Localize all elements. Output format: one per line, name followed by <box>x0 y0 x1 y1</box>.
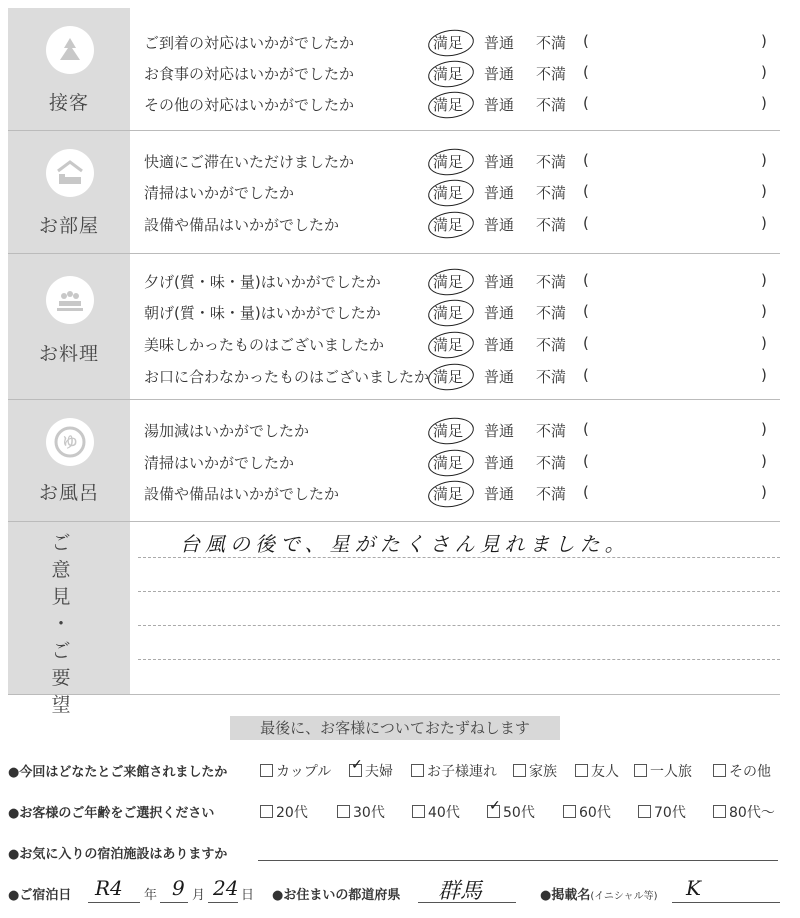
section-bath <box>8 400 780 522</box>
paren-close: ) <box>761 334 767 352</box>
month-unit: 月 <box>192 888 206 903</box>
option-bad[interactable]: 不満 <box>536 422 567 440</box>
q2-label: ●お客様のご年齢をご選択ください <box>8 806 215 821</box>
option-normal[interactable]: 普通 <box>484 273 515 291</box>
option-bad[interactable]: 不満 <box>536 96 567 114</box>
pref-line <box>418 902 516 903</box>
option-good[interactable]: 満足 <box>433 368 464 386</box>
section-name: 接客 <box>48 92 89 114</box>
stay-month[interactable]: 9 <box>172 876 185 900</box>
checkbox[interactable] <box>411 764 424 777</box>
dashed-line <box>138 659 780 660</box>
section-sidebar <box>8 254 130 399</box>
paren-close: ) <box>761 32 767 50</box>
question-text: 快適にご滞在いただけましたか <box>144 153 355 171</box>
option-normal[interactable]: 普通 <box>484 184 515 202</box>
year-unit: 年 <box>144 888 158 903</box>
paren-close: ) <box>761 366 767 384</box>
checkbox-checked[interactable]: ✓ <box>487 805 500 818</box>
section-name: お風呂 <box>38 482 99 504</box>
option-good[interactable]: 満足 <box>433 336 464 354</box>
opinion-char: ご <box>51 640 71 662</box>
paren-close: ) <box>761 151 767 169</box>
option-normal[interactable]: 普通 <box>484 216 515 234</box>
option-bad[interactable]: 不満 <box>536 273 567 291</box>
q1-option[interactable]: 家族 <box>513 761 557 781</box>
question-text: 設備や備品はいかがでしたか <box>144 485 340 503</box>
checkbox[interactable] <box>260 764 273 777</box>
meal-icon <box>46 276 94 324</box>
stay-era[interactable]: R4 <box>95 876 123 900</box>
option-normal[interactable]: 普通 <box>484 336 515 354</box>
checkbox[interactable] <box>575 764 588 777</box>
option-good[interactable]: 満足 <box>433 422 464 440</box>
option-normal[interactable]: 普通 <box>484 34 515 52</box>
question-text: お食事の対応はいかがでしたか <box>144 65 355 83</box>
checkbox-checked[interactable]: ✓ <box>349 764 362 777</box>
paren-open: ( <box>583 271 589 289</box>
opinion-handwritten: 台風の後で、星がたくさん見れました。 <box>180 532 630 556</box>
option-good[interactable]: 満足 <box>433 153 464 171</box>
q1-option[interactable]: その他 <box>713 761 771 781</box>
q1-option-checked[interactable]: ✓ 夫婦 <box>351 757 393 780</box>
option-bad[interactable]: 不満 <box>536 184 567 202</box>
publish-label: ●掲載名(イニシャル等) <box>540 888 658 903</box>
q3-answer-line[interactable] <box>258 860 778 861</box>
paren-close: ) <box>761 420 767 438</box>
option-normal[interactable]: 普通 <box>484 454 515 472</box>
publish-note: (イニシャル等) <box>590 891 658 902</box>
opinion-char: 見 <box>51 586 71 608</box>
opinion-label <box>49 530 73 719</box>
stay-month-line <box>160 902 188 903</box>
service-icon <box>46 26 94 74</box>
question-text: ご到着の対応はいかがでしたか <box>144 34 355 52</box>
option-bad[interactable]: 不満 <box>536 216 567 234</box>
paren-open: ( <box>583 182 589 200</box>
stay-label: ●ご宿泊日 <box>8 888 72 903</box>
day-unit: 日 <box>241 888 255 903</box>
paren-open: ( <box>583 420 589 438</box>
q2-option[interactable]: 40代 <box>412 802 460 822</box>
q1-option[interactable]: カップル <box>260 761 331 781</box>
paren-open: ( <box>583 302 589 320</box>
paren-open: ( <box>583 63 589 81</box>
stay-day-line <box>208 902 238 903</box>
option-bad[interactable]: 不満 <box>536 454 567 472</box>
question-text: 夕げ(質・味・量)はいかがでしたか <box>144 273 381 291</box>
option-bad[interactable]: 不満 <box>536 336 567 354</box>
question-text: 清掃はいかがでしたか <box>144 454 295 472</box>
checkbox[interactable] <box>563 805 576 818</box>
section-sidebar <box>8 8 130 130</box>
option-good[interactable]: 満足 <box>433 304 464 322</box>
q1-option[interactable]: 一人旅 <box>634 761 692 781</box>
q2-option[interactable]: 60代 <box>563 802 611 822</box>
section-name: お料理 <box>38 343 99 365</box>
question-text: 設備や備品はいかがでしたか <box>144 216 340 234</box>
option-good[interactable]: 満足 <box>433 485 464 503</box>
checkbox[interactable] <box>337 805 350 818</box>
dashed-line <box>138 557 780 558</box>
checkbox[interactable] <box>638 805 651 818</box>
option-good[interactable]: 満足 <box>433 216 464 234</box>
checkbox[interactable] <box>260 805 273 818</box>
question-text: その他の対応はいかがでしたか <box>144 96 355 114</box>
option-normal[interactable]: 普通 <box>484 485 515 503</box>
option-bad[interactable]: 不満 <box>536 65 567 83</box>
paren-close: ) <box>761 483 767 501</box>
paren-close: ) <box>761 94 767 112</box>
opinion-char: ご <box>51 532 71 554</box>
question-text: 美味しかったものはございましたか <box>144 336 385 354</box>
option-good[interactable]: 満足 <box>433 34 464 52</box>
paren-open: ( <box>583 94 589 112</box>
paren-open: ( <box>583 151 589 169</box>
question-text: 湯加減はいかがでしたか <box>144 422 310 440</box>
opinion-char: 要 <box>51 667 71 689</box>
option-normal[interactable]: 普通 <box>484 368 515 386</box>
paren-open: ( <box>583 214 589 232</box>
option-bad[interactable]: 不満 <box>536 153 567 171</box>
paren-close: ) <box>761 182 767 200</box>
pref-label: ●お住まいの都道府県 <box>272 888 401 903</box>
option-bad[interactable]: 不満 <box>536 485 567 503</box>
opinion-char: 望 <box>51 694 71 716</box>
section-name: お部屋 <box>38 215 99 237</box>
q1-label: ●今回はどなたとご来館されましたか <box>8 765 228 780</box>
checkbox[interactable] <box>513 764 526 777</box>
option-good[interactable]: 満足 <box>433 65 464 83</box>
svg-text:ゆ: ゆ <box>62 433 78 451</box>
option-good[interactable]: 満足 <box>433 184 464 202</box>
paren-open: ( <box>583 334 589 352</box>
final-header: 最後に、お客様についておたずねします <box>230 716 560 740</box>
q2-option[interactable]: 70代 <box>638 802 686 822</box>
section-sidebar <box>8 400 130 521</box>
q2-option[interactable]: 30代 <box>337 802 385 822</box>
checkbox[interactable] <box>713 805 726 818</box>
section-sidebar <box>8 131 130 253</box>
section-service <box>8 8 780 131</box>
stay-day[interactable]: 24 <box>213 876 239 900</box>
checkbox[interactable] <box>713 764 726 777</box>
publish-answer[interactable]: K <box>686 876 701 900</box>
checkbox[interactable] <box>634 764 647 777</box>
q1-option[interactable]: 友人 <box>575 761 619 781</box>
q2-option-checked[interactable]: ✓ 50代 <box>489 798 535 821</box>
option-normal[interactable]: 普通 <box>484 422 515 440</box>
pref-answer[interactable]: 群馬 <box>438 879 483 904</box>
question-text: 朝げ(質・味・量)はいかがでしたか <box>144 304 381 322</box>
bath-icon <box>46 418 94 466</box>
option-normal[interactable]: 普通 <box>484 65 515 83</box>
section-room <box>8 131 780 254</box>
paren-open: ( <box>583 366 589 384</box>
paren-open: ( <box>583 32 589 50</box>
option-normal[interactable]: 普通 <box>484 153 515 171</box>
question-text: お口に合わなかったものはございましたか <box>144 368 430 386</box>
option-normal[interactable]: 普通 <box>484 96 515 114</box>
paren-close: ) <box>761 271 767 289</box>
opinion-char: 意 <box>51 559 71 581</box>
q2-option[interactable]: 80代〜 <box>713 802 775 822</box>
paren-close: ) <box>761 452 767 470</box>
question-text: 清掃はいかがでしたか <box>144 184 295 202</box>
opinion-char: ・ <box>51 613 71 635</box>
option-good[interactable]: 満足 <box>433 273 464 291</box>
option-good[interactable]: 満足 <box>433 96 464 114</box>
q1-option[interactable]: お子様連れ <box>411 761 497 781</box>
paren-close: ) <box>761 302 767 320</box>
publish-line <box>672 902 780 903</box>
option-bad[interactable]: 不満 <box>536 368 567 386</box>
paren-open: ( <box>583 452 589 470</box>
option-normal[interactable]: 普通 <box>484 304 515 322</box>
paren-close: ) <box>761 214 767 232</box>
stay-era-line <box>88 902 140 903</box>
room-icon <box>46 149 94 197</box>
checkbox[interactable] <box>412 805 425 818</box>
option-bad[interactable]: 不満 <box>536 34 567 52</box>
dashed-line <box>138 591 780 592</box>
paren-open: ( <box>583 483 589 501</box>
q2-option[interactable]: 20代 <box>260 802 308 822</box>
paren-close: ) <box>761 63 767 81</box>
dashed-line <box>138 625 780 626</box>
q3-label: ●お気に入りの宿泊施設はありますか <box>8 847 228 862</box>
option-bad[interactable]: 不満 <box>536 304 567 322</box>
option-good[interactable]: 満足 <box>433 454 464 472</box>
